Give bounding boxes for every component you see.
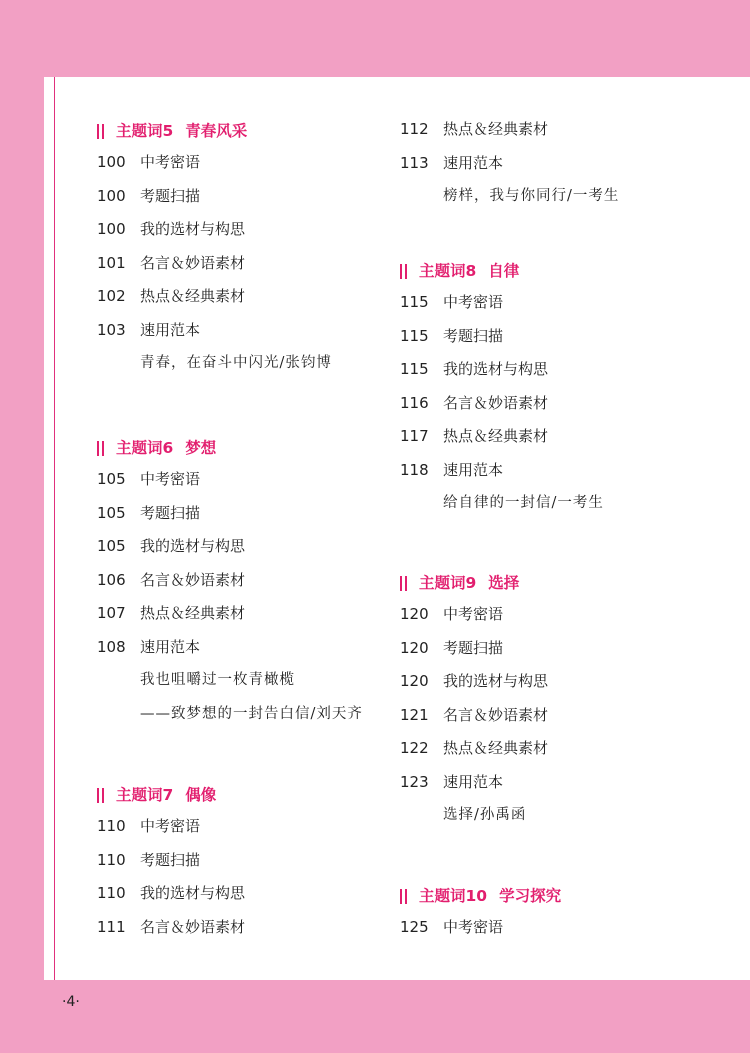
entry-title: 热点＆经典素材 — [443, 120, 549, 138]
sample-essay-title[interactable]: 我也咀嚼过一枚青橄榄 — [140, 672, 295, 688]
theme-label: 主题词7 — [116, 786, 174, 804]
page-number: 105 — [97, 537, 126, 555]
page-number: 101 — [97, 253, 126, 272]
margin-rule — [54, 77, 55, 980]
entry-title: 中考密语 — [443, 918, 504, 936]
toc-entry[interactable] — [97, 877, 397, 911]
entry-title: 中考密语 — [140, 470, 201, 488]
section-heading[interactable] — [97, 780, 397, 810]
page-number: 102 — [97, 287, 126, 305]
theme-label: 主题词6 — [116, 439, 174, 457]
page-number: 121 — [400, 705, 429, 724]
toc-entry[interactable] — [97, 180, 397, 214]
toc-entry[interactable] — [400, 732, 700, 766]
page-number: 111 — [97, 917, 126, 936]
toc-entry[interactable] — [97, 810, 397, 844]
page-number: 100 — [97, 186, 126, 205]
section-theme-8 — [400, 256, 700, 521]
entry-title: 中考密语 — [443, 605, 504, 623]
section-heading[interactable] — [97, 433, 397, 463]
entry-title: 我的选材与构思 — [140, 884, 246, 902]
toc-entry[interactable] — [97, 497, 397, 531]
toc-entry[interactable] — [400, 699, 700, 733]
entry-title: 考题扫描 — [140, 503, 201, 522]
toc-entry[interactable] — [97, 314, 397, 348]
toc-entry[interactable] — [400, 665, 700, 699]
theme-label: 主题词10 — [419, 887, 488, 905]
page-number: 110 — [97, 884, 126, 902]
page-number: 100 — [97, 153, 126, 171]
entry-title: 我的选材与构思 — [443, 360, 549, 378]
page-number: 120 — [400, 638, 429, 657]
section-theme-9 — [400, 568, 700, 833]
entry-title: 考题扫描 — [443, 326, 504, 345]
section-theme-7 — [97, 780, 397, 944]
toc-entry[interactable] — [400, 766, 700, 800]
toc-entry[interactable] — [97, 146, 397, 180]
page-number: 107 — [97, 604, 126, 622]
toc-entry[interactable] — [97, 564, 397, 598]
folio-page-number: ·4· — [62, 994, 80, 1010]
page-number: 123 — [400, 772, 429, 791]
page-number: 115 — [400, 360, 429, 378]
entry-title: 中考密语 — [140, 153, 201, 171]
page-number: 106 — [97, 570, 126, 589]
entry-title: 速用范本 — [140, 637, 201, 656]
page-number: 116 — [400, 393, 429, 412]
toc-entry[interactable] — [97, 911, 397, 945]
entry-title: 速用范本 — [140, 320, 201, 339]
toc-entry[interactable] — [97, 597, 397, 631]
entry-title: 速用范本 — [443, 460, 504, 479]
page-number: 110 — [97, 850, 126, 869]
section-heading[interactable] — [400, 568, 700, 598]
theme-label: 主题词5 — [116, 122, 174, 140]
toc-entry[interactable] — [400, 911, 700, 945]
theme-label: 主题词9 — [419, 574, 477, 592]
entry-title: 我的选材与构思 — [140, 220, 246, 238]
toc-entry[interactable] — [400, 113, 700, 147]
entry-title: 名言＆妙语素材 — [140, 253, 246, 272]
toc-entry[interactable] — [97, 280, 397, 314]
theme-word: 偶像 — [185, 786, 217, 804]
entry-title: 速用范本 — [443, 153, 504, 172]
sample-essay-subtitle[interactable]: ——致梦想的一封告白信/刘天齐 — [140, 705, 363, 722]
section-heading[interactable] — [400, 881, 700, 911]
page-number: 105 — [97, 503, 126, 522]
entry-title: 名言＆妙语素材 — [140, 917, 246, 936]
section-theme-5 — [97, 116, 397, 381]
section-theme-6 — [97, 433, 397, 731]
entry-title: 名言＆妙语素材 — [140, 570, 246, 589]
toc-entry[interactable] — [97, 247, 397, 281]
toc-entry[interactable] — [400, 632, 700, 666]
theme-label: 主题词8 — [419, 262, 477, 280]
entry-title: 速用范本 — [443, 772, 504, 791]
entry-title: 名言＆妙语素材 — [443, 705, 549, 724]
toc-entry[interactable] — [97, 844, 397, 878]
page-number: 110 — [97, 817, 126, 835]
double-bar-icon — [97, 441, 105, 456]
page-number: 113 — [400, 153, 429, 172]
toc-entry[interactable] — [97, 530, 397, 564]
page-number: 115 — [400, 326, 429, 345]
sample-essay-title[interactable]: 给自律的一封信/一考生 — [443, 495, 604, 511]
toc-entry[interactable] — [400, 147, 700, 181]
theme-word: 学习探究 — [499, 887, 562, 905]
page-number: 117 — [400, 427, 429, 445]
page-number: 118 — [400, 460, 429, 479]
double-bar-icon — [400, 264, 408, 279]
toc-entry[interactable] — [97, 213, 397, 247]
toc-entry[interactable] — [400, 454, 700, 488]
page-number: 103 — [97, 320, 126, 339]
double-bar-icon — [400, 576, 408, 591]
section-heading[interactable] — [97, 116, 397, 146]
toc-entry[interactable] — [400, 420, 700, 454]
entry-title: 考题扫描 — [140, 850, 201, 869]
page-number: 100 — [97, 220, 126, 238]
toc-entry[interactable] — [400, 387, 700, 421]
entry-title: 中考密语 — [140, 817, 201, 835]
section-theme-7-continued — [400, 113, 700, 214]
double-bar-icon — [97, 124, 105, 139]
page-number: 120 — [400, 605, 429, 623]
toc-entry[interactable] — [400, 353, 700, 387]
sample-essay-title[interactable]: 选择/孙禹函 — [443, 807, 527, 823]
toc-entry[interactable] — [400, 598, 700, 632]
toc-entry[interactable] — [400, 320, 700, 354]
sample-essay-title[interactable]: 榜样，我与你同行/一考生 — [443, 188, 620, 204]
theme-word: 青春风采 — [185, 122, 248, 140]
double-bar-icon — [97, 788, 105, 803]
entry-title: 中考密语 — [443, 293, 504, 311]
toc-entry[interactable] — [97, 631, 397, 665]
entry-title: 我的选材与构思 — [140, 537, 246, 555]
entry-title: 名言＆妙语素材 — [443, 393, 549, 412]
entry-title: 热点＆经典素材 — [140, 287, 246, 305]
section-theme-10 — [400, 881, 700, 945]
entry-title: 我的选材与构思 — [443, 672, 549, 690]
entry-title: 热点＆经典素材 — [140, 604, 246, 622]
page-number: 105 — [97, 470, 126, 488]
page-number: 125 — [400, 918, 429, 936]
theme-word: 选择 — [488, 574, 520, 592]
theme-word: 梦想 — [185, 439, 217, 457]
page-number: 115 — [400, 293, 429, 311]
theme-word: 自律 — [488, 262, 520, 280]
toc-entry[interactable] — [97, 463, 397, 497]
section-heading[interactable] — [400, 256, 700, 286]
entry-title: 考题扫描 — [443, 638, 504, 657]
page-number: 108 — [97, 637, 126, 656]
toc-entry[interactable] — [400, 286, 700, 320]
entry-title: 热点＆经典素材 — [443, 739, 549, 757]
page-number: 112 — [400, 120, 429, 138]
entry-title: 考题扫描 — [140, 186, 201, 205]
sample-essay-title[interactable]: 青春，在奋斗中闪光/张钧博 — [140, 355, 332, 371]
double-bar-icon — [400, 889, 408, 904]
page-number: 122 — [400, 739, 429, 757]
entry-title: 热点＆经典素材 — [443, 427, 549, 445]
page-number: 120 — [400, 672, 429, 690]
